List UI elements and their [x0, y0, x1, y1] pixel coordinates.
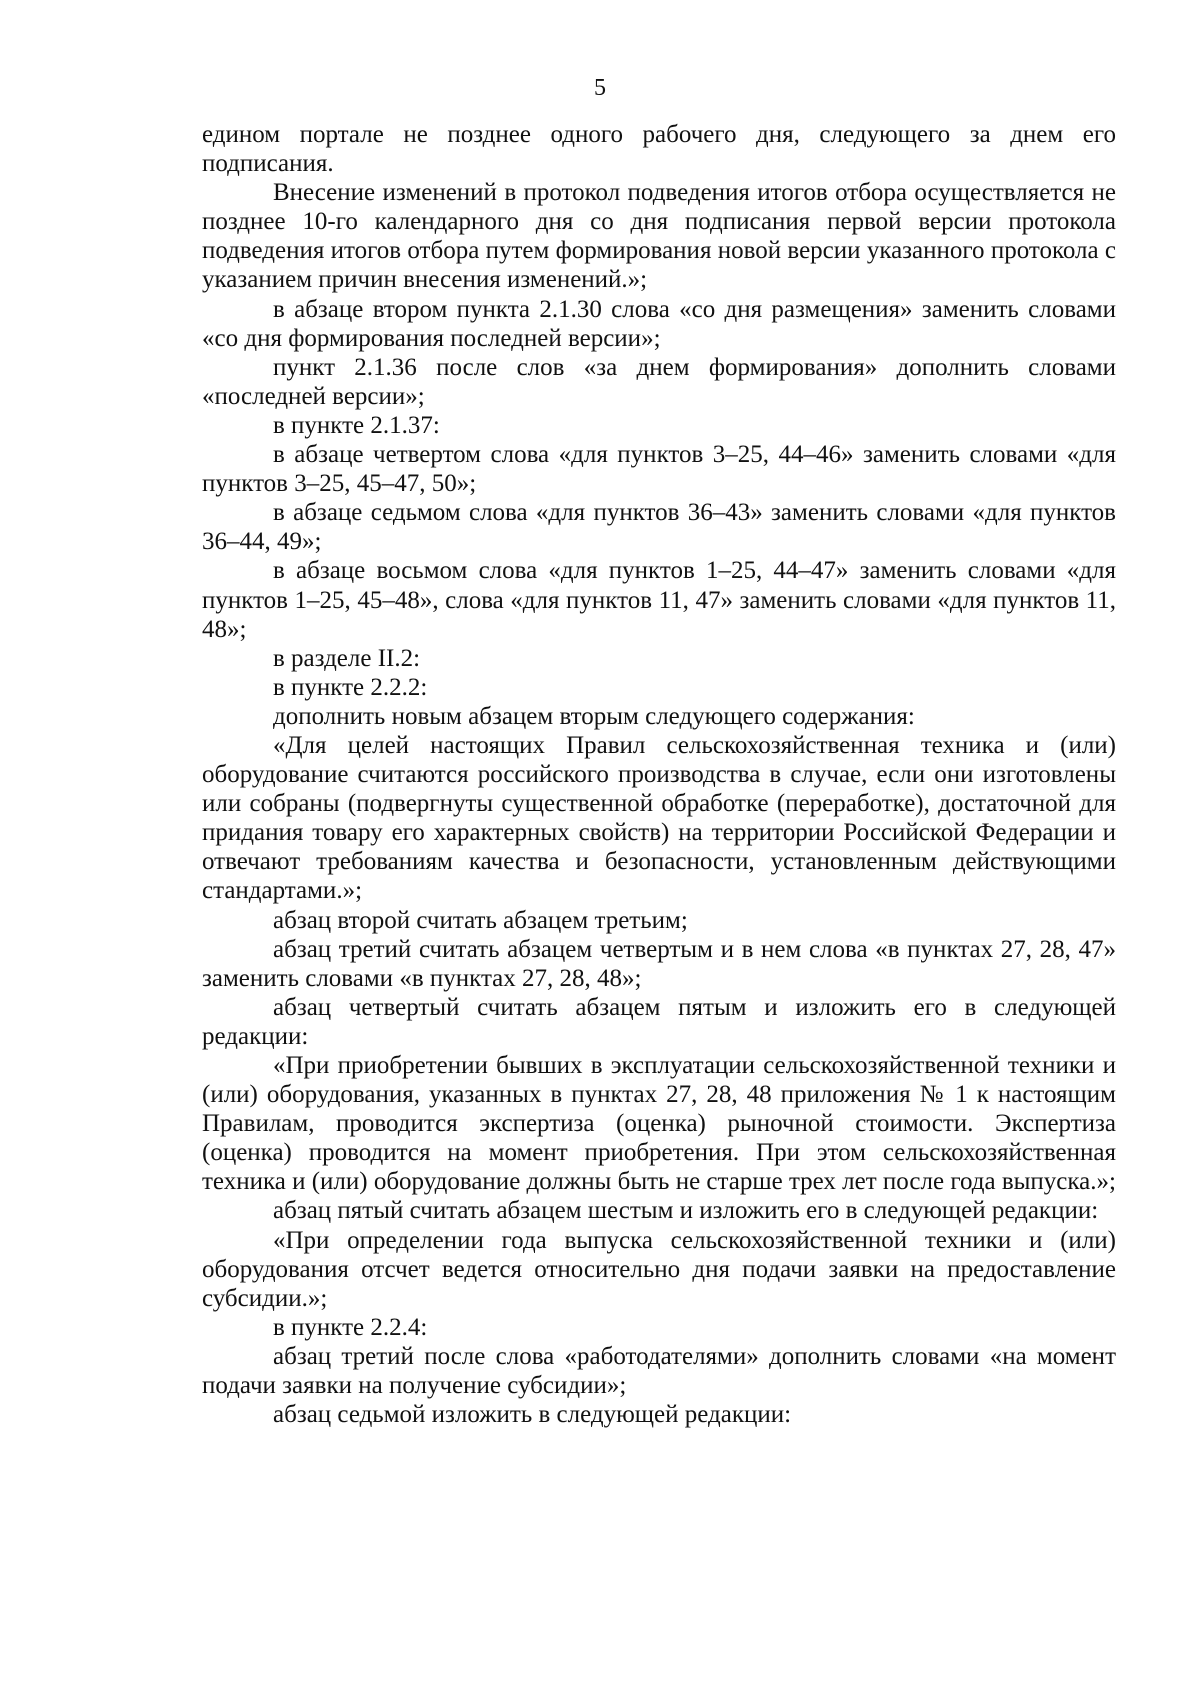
document-body — [202, 120, 1116, 1429]
paragraph: Внесение изменений в протокол подведения итогов отбора осуществляется не позднее 10-го календарного дня со дня подписания первой версии протокола подведения итогов отбора путем формирования новой версии указанного протокола с указанием причин внесения изменений.»; — [202, 179, 1116, 294]
page-number: 5 — [594, 75, 606, 101]
paragraph: абзац пятый считать абзацем шестым и изложить его в следующей редакции: — [273, 1197, 1099, 1225]
paragraph: «При определении года выпуска сельскохозяйственной техники и (или) оборудования отсчет ведется относительно дня подачи заявки на предоставление субсидии.»; — [202, 1226, 1116, 1312]
paragraph: абзац третий считать абзацем четвертым и в нем слова «в пунктах 27, 28, 47» заменить словами «в пунктах 27, 28, 48»; — [202, 935, 1116, 992]
paragraph: абзац четвертый считать абзацем пятым и изложить его в следующей редакции: — [202, 993, 1116, 1050]
paragraph: абзац третий после слова «работодателями» дополнить словами «на момент подачи заявки на получение субсидии»; — [202, 1342, 1116, 1400]
paragraph: абзац седьмой изложить в следующей редакции: — [273, 1401, 792, 1429]
paragraph: в пункте 2.1.37: — [273, 411, 440, 439]
paragraph: в пункте 2.2.2: — [273, 673, 428, 701]
paragraph: дополнить новым абзацем вторым следующего содержания: — [273, 702, 915, 730]
paragraph: в абзаце втором пункта 2.1.30 слова «со дня размещения» заменить словами «со дня формирования последней версии»; — [202, 295, 1116, 352]
paragraph: едином портале не позднее одного рабочего дня, следующего за днем его подписания. — [202, 121, 1116, 178]
paragraph: в абзаце восьмом слова «для пунктов 1–25, 44–47» заменить словами «для пунктов 1–25, 45–48», слова «для пунктов 11, 47» заменить словами «для пунктов 11, 48»; — [202, 557, 1116, 643]
paragraph: абзац второй считать абзацем третьим; — [273, 906, 688, 934]
paragraph: пункт 2.1.36 после слов «за днем формирования» дополнить словами «последней версии»; — [202, 353, 1116, 410]
paragraph: «При приобретении бывших в эксплуатации сельскохозяйственной техники и (или) оборудования, указанных в пунктах 27, 28, 48 приложения № 1 к настоящим Правилам, проводится экспертиза (оценка) рыночной стоимости. Экспертиза (оценка) проводится на момент приобретения. При этом сельскохозяйственная техника и (или) оборудование должны быть не старше трех лет после года выпуска.»; — [202, 1052, 1116, 1196]
paragraph: в разделе II.2: — [273, 644, 421, 672]
paragraph: «Для целей настоящих Правил сельскохозяйственная техника и (или) оборудование считаются российского производства в случае, если они изготовлены или собраны (подвергнуты существенной обработке (переработке), достаточной для придания товару его характерных свойств) на территории Российской Федерации и отвечают требованиям качества и безопасности, установленным действующими стандартами.»; — [202, 731, 1116, 905]
paragraph: в абзаце седьмом слова «для пунктов 36–43» заменить словами «для пунктов 36–44, 49»; — [202, 499, 1116, 556]
paragraph: в абзаце четвертом слова «для пунктов 3–25, 44–46» заменить словами «для пунктов 3–25, 45–47, 50»; — [202, 441, 1116, 498]
paragraph: в пункте 2.2.4: — [273, 1313, 428, 1341]
